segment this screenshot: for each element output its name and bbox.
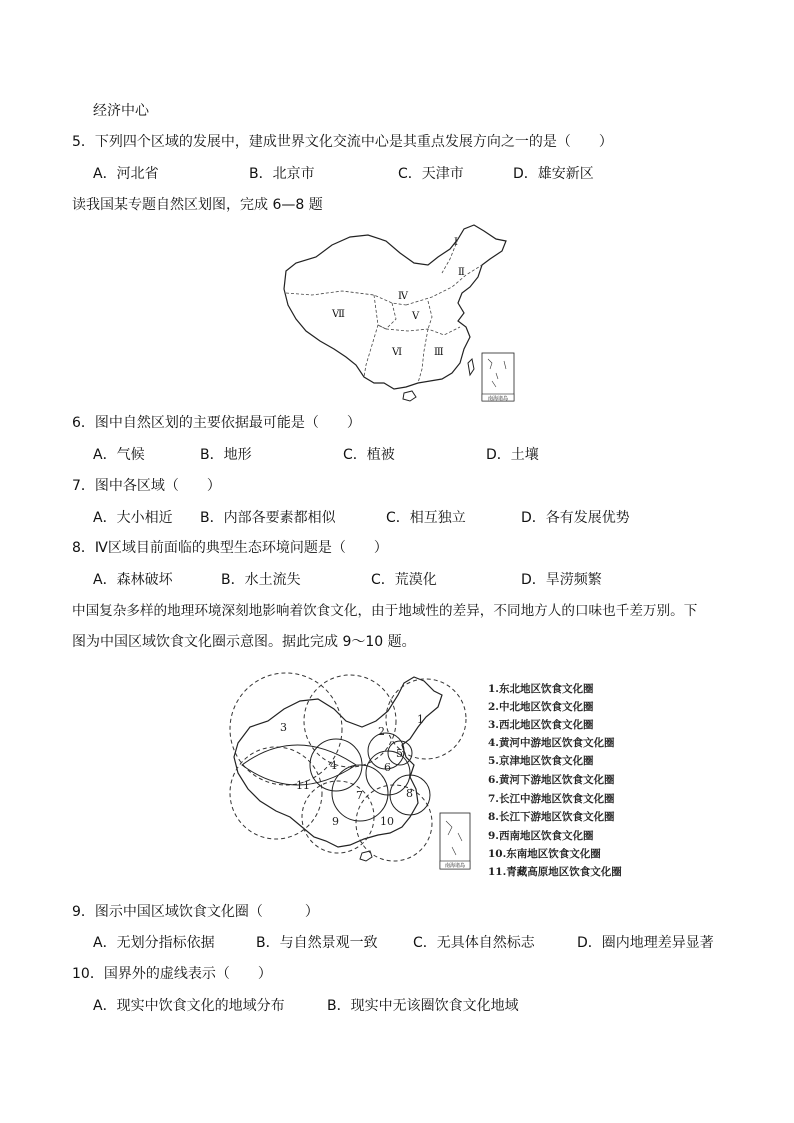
circle-number-5: 5 [396, 747, 403, 760]
q5-option-c: C．天津市 [398, 166, 464, 182]
q9-option-d: D．圈内地理差异显著 [577, 935, 714, 951]
q6-option-a: A．气候 [93, 447, 145, 463]
circle-number-7: 7 [356, 789, 363, 802]
legend-item-11: 11.青藏高原地区饮食文化圈 [488, 866, 622, 878]
legend-item-2: 2.中北地区饮食文化圈 [488, 701, 594, 713]
passage-line-1: 中国复杂多样的地理环境深刻地影响着饮食文化，由于地域性的差异，不同地方人的口味也千差万别。下 [72, 603, 698, 619]
circle-number-10: 10 [380, 815, 394, 828]
q10-option-a: A．现实中饮食文化的地域分布 [93, 998, 285, 1014]
q7-option-d: D．各有发展优势 [521, 510, 630, 526]
q8-option-c: C．荒漠化 [371, 572, 437, 588]
q7-option-a: A．大小相近 [93, 510, 173, 526]
region-boundaries [286, 239, 482, 383]
region-label-1: Ⅰ [454, 237, 458, 248]
legend-item-3: 3.西北地区饮食文化圈 [488, 719, 594, 731]
legend-item-4: 4.黄河中游地区饮食文化圈 [488, 737, 615, 749]
q7-option-c: C．相互独立 [386, 510, 466, 526]
q7-stem: 7．图中各区域（ ） [72, 478, 221, 494]
map1-inset-label: 南海诸岛 [487, 396, 509, 402]
q8-option-d: D．旱涝频繁 [521, 572, 602, 588]
q5-option-b: B．北京市 [249, 166, 315, 182]
q10-option-b: B．现实中无该圈饮食文化地域 [327, 998, 519, 1014]
circle-number-8: 8 [406, 787, 413, 800]
q7-option-b: B．内部各要素都相似 [200, 510, 336, 526]
q5-option-a: A．河北省 [93, 166, 159, 182]
region-label-6: Ⅵ [392, 347, 403, 358]
q9-option-b: B．与自然景观一致 [256, 935, 378, 951]
circle-number-3: 3 [280, 721, 287, 734]
q6-option-c: C．植被 [343, 447, 395, 463]
region-label-5: Ⅴ [412, 311, 420, 322]
q5-stem: 5．下列四个区域的发展中，建成世界文化交流中心是其重点发展方向之一的是（ ） [72, 134, 613, 150]
circle-number-9: 9 [332, 815, 339, 828]
region-label-4: Ⅳ [398, 291, 408, 302]
circle-number-2: 2 [378, 725, 385, 738]
q9-option-a: A．无划分指标依据 [93, 935, 215, 951]
q6-option-d: D．土壤 [486, 447, 539, 463]
legend-item-1: 1.东北地区饮食文化圈 [488, 683, 594, 695]
legend-item-7: 7.长江中游地区饮食文化圈 [488, 793, 615, 805]
region-label-3: Ⅲ [434, 347, 444, 358]
map1-intro: 读我国某专题自然区划图，完成 6—8 题 [72, 197, 323, 213]
circle-number-6: 6 [384, 761, 391, 774]
hainan-island [403, 391, 416, 401]
q6-option-b: B．地形 [200, 447, 252, 463]
south-china-sea-inset [482, 353, 514, 402]
q6-stem: 6．图中自然区划的主要依据最可能是（ ） [72, 415, 361, 431]
circle-number-11: 11 [296, 779, 310, 792]
map2-inset-label: 南海诸岛 [444, 863, 466, 869]
taiwan-island [468, 359, 474, 375]
legend-item-5: 5.京津地区饮食文化圈 [488, 755, 594, 767]
region-label-7: Ⅶ [332, 309, 345, 320]
natural-region-map [282, 223, 518, 405]
south-china-sea-inset-2 [440, 813, 470, 869]
circle-number-4: 4 [330, 759, 337, 772]
circle-number-1: 1 [417, 713, 424, 726]
region-label-2: Ⅱ [458, 267, 465, 278]
legend-item-6: 6.黄河下游地区饮食文化圈 [488, 774, 615, 786]
passage-line-2: 图为中国区域饮食文化圈示意图。据此完成 9～10 题。 [72, 634, 416, 650]
q8-option-a: A．森林破坏 [93, 572, 173, 588]
q8-option-b: B．水土流失 [221, 572, 301, 588]
legend-item-8: 8.长江下游地区饮食文化圈 [488, 811, 615, 823]
legend-item-10: 10.东南地区饮食文化圈 [488, 848, 601, 860]
food-culture-map [226, 665, 476, 885]
intro-tail-text: 经济中心 [93, 103, 149, 119]
q9-option-c: C．无具体自然标志 [413, 935, 535, 951]
q5-option-d: D．雄安新区 [513, 166, 594, 182]
q9-stem: 9．图示中国区域饮食文化圈（ ） [72, 904, 319, 920]
q10-stem: 10．国界外的虚线表示（ ） [72, 966, 272, 982]
q8-stem: 8．Ⅳ区域目前面临的典型生态环境问题是（ ） [72, 540, 388, 556]
legend-item-9: 9.西南地区饮食文化圈 [488, 830, 594, 842]
dashed-circles [230, 673, 466, 861]
